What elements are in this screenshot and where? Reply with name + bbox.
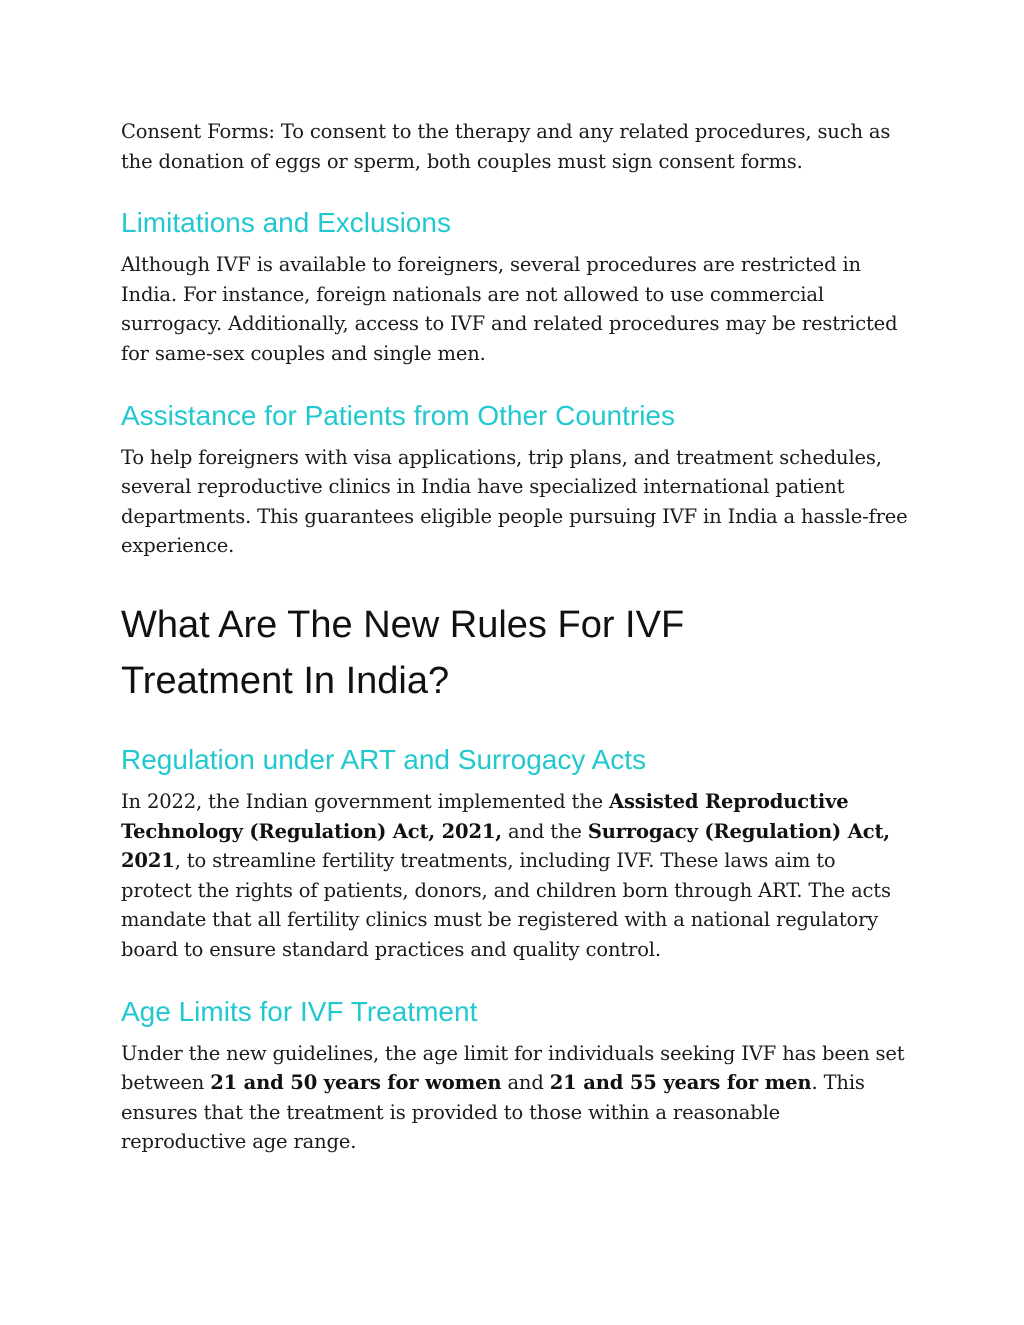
new-rules-heading-line2: Treatment In India? [121, 659, 450, 702]
consent-forms-paragraph: Consent Forms: To consent to the therapy and any related procedures, such as the donation of eggs or sperm, both couples must sign consent forms. [121, 120, 891, 173]
regulation-heading: Regulation under ART and Surrogacy Acts [121, 743, 647, 775]
regulation-text-1: In 2022, the Indian government implemented the [121, 789, 609, 813]
regulation-paragraph [121, 787, 911, 965]
age-limits-heading: Age Limits for IVF Treatment [121, 995, 478, 1027]
limitations-paragraph: Although IVF is available to foreigners, several procedures are restricted in India. For instance, foreign nationals are not allowed to use commercial surrogacy. Additionally, access to IVF and related procedures may be restricted for same-sex couples and single men. [121, 253, 898, 365]
document-page [121, 117, 911, 1157]
assistance-heading: Assistance for Patients from Other Countries [121, 399, 675, 431]
age-text-2: and [501, 1071, 550, 1095]
new-rules-heading-line1: What Are The New Rules For IVF [121, 603, 685, 646]
limitations-heading: Limitations and Exclusions [121, 207, 451, 239]
age-text-3: . This ensures that the treatment is provided to those within a reasonable reproductive age range. [121, 1071, 865, 1154]
men-age-range: 21 and 55 years for men [549, 1071, 812, 1095]
regulation-text-2: and the [501, 819, 588, 843]
assistance-paragraph: To help foreigners with visa applications, trip plans, and treatment schedules, several reproductive clinics in India have specialized international patient departments. This guarantees eligible people pursuing IVF in India a hassle-free experience. [121, 445, 908, 558]
surrogacy-act-name: Surrogacy (Regulation) Act, 2021 [121, 819, 890, 873]
art-act-name: Assisted Reproductive Technology (Regulation) Act, 2021, [121, 789, 849, 843]
women-age-range: 21 and 50 years for women [210, 1071, 502, 1095]
regulation-text-3: , to streamline fertility treatments, including IVF. These laws aim to protect the rights of patients, donors, and children born through ART. The acts mandate that all fertility clinics must be registered with a national regulatory board to ensure standard practices and quality control. [121, 849, 891, 961]
age-text-1: Under the new guidelines, the age limit for individuals seeking IVF has been set between [121, 1041, 905, 1095]
age-limits-paragraph [121, 1039, 911, 1157]
new-rules-heading [121, 597, 911, 709]
